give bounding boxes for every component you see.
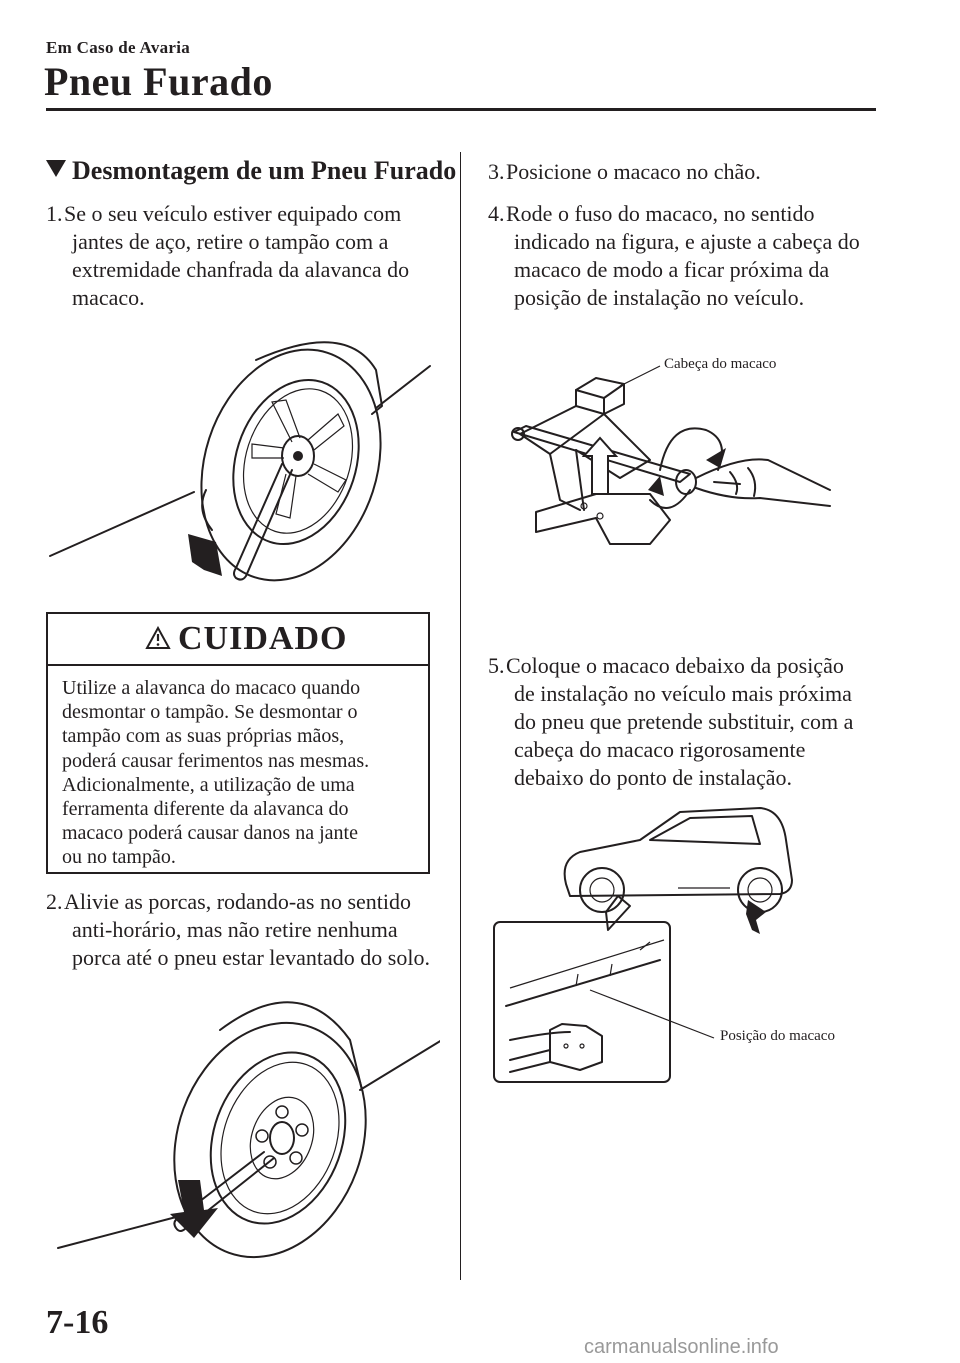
caution-title: CUIDADO xyxy=(178,620,348,657)
subheading: Desmontagem de um Pneu Furado xyxy=(46,156,456,186)
jack-position-callout: Posição do macaco xyxy=(720,1028,835,1044)
step-text: Posicione o macaco no chão. xyxy=(506,159,761,184)
step-number: 1. xyxy=(46,201,63,226)
jack-position-illustration xyxy=(490,800,820,1090)
page-number: 7-16 xyxy=(46,1304,109,1341)
step-text: Rode o fuso do macaco, no sentido indicado na figura, e ajuste a cabeça do macaco de modo a ficar próxima da posição de instalação no veículo. xyxy=(506,201,860,310)
step-text: Coloque o macaco debaixo da posição de instalação no veículo mais próxima do pneu que pretende substituir, com a cabeça do macaco rigorosamente debaixo do ponto de instalação. xyxy=(506,653,854,790)
caution-header xyxy=(48,614,428,666)
step-number: 2. xyxy=(46,889,63,914)
watermark: carmanualsonline.info xyxy=(584,1336,779,1358)
column-divider xyxy=(460,152,461,1280)
caution-box xyxy=(46,612,430,874)
step-number: 5. xyxy=(488,653,505,678)
step-text: Alivie as porcas, rodando-as no sentido anti-horário, mas não retire nenhuma porca até o pneu estar levantado do solo. xyxy=(64,889,430,970)
chapter-title: Pneu Furado xyxy=(44,59,273,104)
step-text: Se o seu veículo estiver equipado com jantes de aço, retire o tampão com a extremidade chanfrada da alavanca do macaco. xyxy=(64,201,410,310)
step-number: 3. xyxy=(488,159,505,184)
triangle-bullet-icon xyxy=(46,160,66,177)
caution-text: Utilize a alavanca do macaco quando desmontar o tampão. Se desmontar o tampão com as suas próprias mãos, poderá causar ferimentos nas mesmas. Adicionalmente, a utilização de uma ferramenta diferente da alavanca do macaco poderá causar danos na jante ou no tampão. xyxy=(62,677,370,869)
warning-icon xyxy=(145,626,171,650)
jack-head-callout: Cabeça do macaco xyxy=(664,356,777,372)
section-title: Em Caso de Avaria xyxy=(46,38,191,57)
loosen-lug-nuts-illustration xyxy=(50,990,440,1260)
jack-adjustment-illustration xyxy=(500,360,870,560)
wheel-cap-removal-illustration xyxy=(46,330,436,590)
header-rule xyxy=(46,108,876,111)
step-number: 4. xyxy=(488,201,505,226)
